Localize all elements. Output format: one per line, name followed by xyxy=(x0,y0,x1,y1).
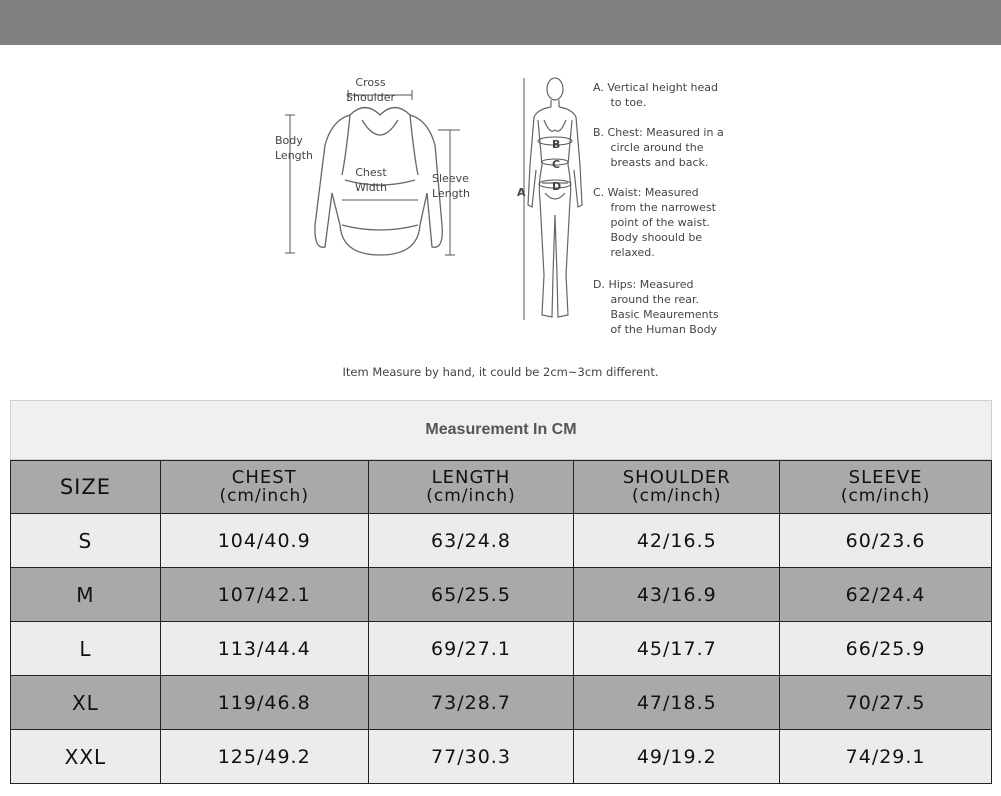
chest-cell: 113/44.4 xyxy=(160,622,368,676)
sleeve-length-label: Sleeve Length xyxy=(432,172,470,200)
top-bar xyxy=(0,0,1001,45)
sleeve-cell: 74/29.1 xyxy=(780,730,992,784)
size-guide-diagram xyxy=(0,45,1001,395)
table-row xyxy=(11,730,992,784)
shoulder-cell: 43/16.9 xyxy=(574,568,780,622)
length-cell: 73/28.7 xyxy=(368,676,574,730)
sleeve-cell: 66/25.9 xyxy=(780,622,992,676)
table-row xyxy=(11,622,992,676)
table-row xyxy=(11,676,992,730)
description-b: B. Chest: Measured in a circle around the breasts and back. xyxy=(593,126,724,169)
size-chart xyxy=(10,400,992,785)
body-length-label: Body Length xyxy=(275,134,313,162)
header-size: SIZE xyxy=(11,461,161,514)
shoulder-cell: 42/16.5 xyxy=(574,514,780,568)
marker-a: A xyxy=(517,186,526,199)
chest-cell: 107/42.1 xyxy=(160,568,368,622)
table-title: Measurement In CM xyxy=(10,400,992,460)
header-sleeve: SLEEVE (cm/inch) xyxy=(780,461,992,514)
length-cell: 63/24.8 xyxy=(368,514,574,568)
chest-width-label: Chest Width xyxy=(355,166,387,194)
size-cell: M xyxy=(11,568,161,622)
marker-b: B xyxy=(552,138,561,151)
description-d: D. Hips: Measured around the rear. Basic Meaurements of the Human Body xyxy=(593,278,719,336)
size-table xyxy=(10,460,992,784)
shoulder-cell: 45/17.7 xyxy=(574,622,780,676)
chest-cell: 125/49.2 xyxy=(160,730,368,784)
length-cell: 77/30.3 xyxy=(368,730,574,784)
table-row xyxy=(11,568,992,622)
marker-c: C xyxy=(552,158,561,171)
sleeve-cell: 60/23.6 xyxy=(780,514,992,568)
length-cell: 69/27.1 xyxy=(368,622,574,676)
sleeve-cell: 62/24.4 xyxy=(780,568,992,622)
marker-d: D xyxy=(552,180,562,193)
length-cell: 65/25.5 xyxy=(368,568,574,622)
size-cell: L xyxy=(11,622,161,676)
description-a: A. Vertical height head to toe. xyxy=(593,81,719,109)
header-shoulder: SHOULDER (cm/inch) xyxy=(574,461,780,514)
chest-cell: 104/40.9 xyxy=(160,514,368,568)
human-body-icon xyxy=(520,75,590,325)
sleeve-cell: 70/27.5 xyxy=(780,676,992,730)
cross-shoulder-label: Cross Shoulder xyxy=(346,76,395,104)
shoulder-cell: 47/18.5 xyxy=(574,676,780,730)
chest-cell: 119/46.8 xyxy=(160,676,368,730)
shoulder-cell: 49/19.2 xyxy=(574,730,780,784)
description-c: C. Waist: Measured from the narrowest point of the waist. Body shoould be relaxed. xyxy=(593,186,716,259)
size-cell: XXL xyxy=(11,730,161,784)
header-row xyxy=(11,461,992,514)
measurement-note: Item Measure by hand, it could be 2cm~3cm different. xyxy=(342,365,659,379)
header-chest: CHEST (cm/inch) xyxy=(160,461,368,514)
header-length: LENGTH (cm/inch) xyxy=(368,461,574,514)
table-row xyxy=(11,514,992,568)
size-cell: S xyxy=(11,514,161,568)
size-cell: XL xyxy=(11,676,161,730)
